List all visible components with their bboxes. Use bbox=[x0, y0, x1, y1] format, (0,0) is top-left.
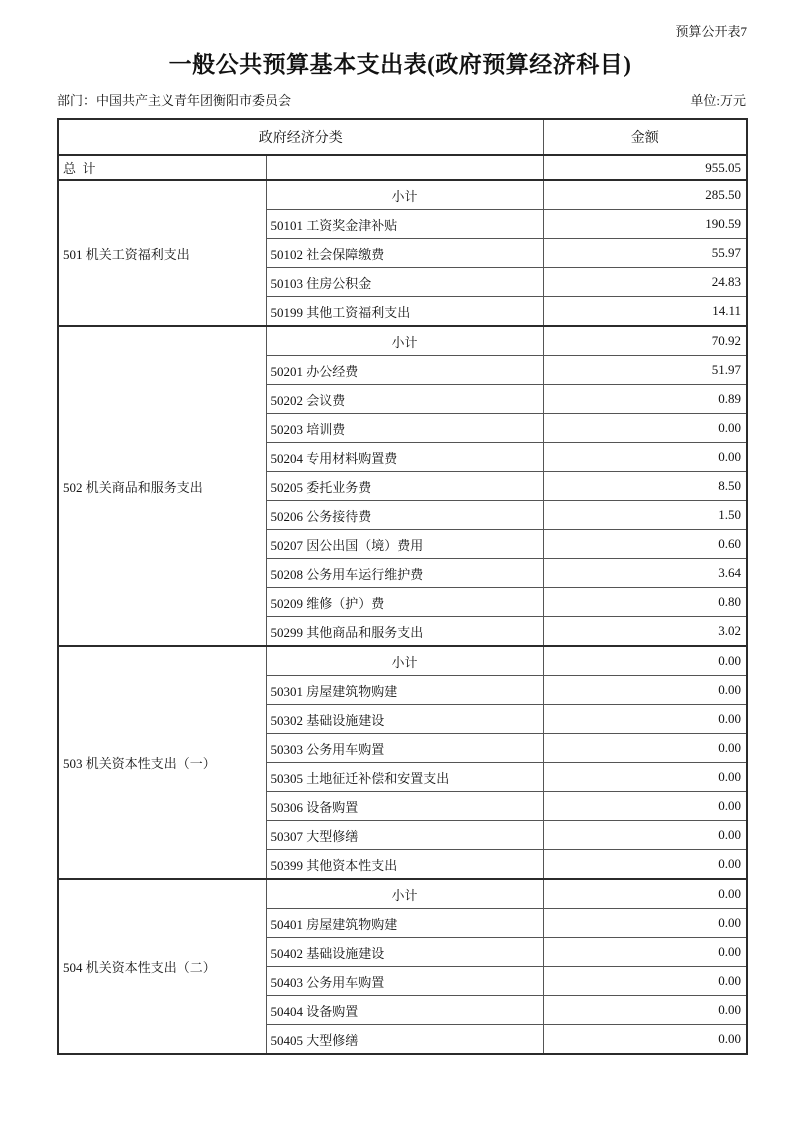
amount-cell: 0.80 bbox=[543, 588, 747, 617]
detail-label-cell: 50299 其他商品和服务支出 bbox=[266, 617, 543, 647]
total-empty-cell bbox=[266, 155, 543, 180]
subtotal-label-cell: 小计 bbox=[266, 180, 543, 210]
amount-cell: 3.02 bbox=[543, 617, 747, 647]
table-row bbox=[58, 180, 747, 210]
detail-label-cell: 50403 公务用车购置 bbox=[266, 967, 543, 996]
detail-label-cell: 50206 公务接待费 bbox=[266, 501, 543, 530]
table-row bbox=[58, 326, 747, 356]
amount-cell: 0.60 bbox=[543, 530, 747, 559]
detail-label-cell: 50205 委托业务费 bbox=[266, 472, 543, 501]
amount-cell: 0.00 bbox=[543, 763, 747, 792]
subtotal-label-cell: 小计 bbox=[266, 326, 543, 356]
unit-label: 单位:万元 bbox=[690, 93, 746, 108]
amount-cell: 55.97 bbox=[543, 239, 747, 268]
detail-label-cell: 50203 培训费 bbox=[266, 414, 543, 443]
detail-label-cell: 50209 维修（护）费 bbox=[266, 588, 543, 617]
detail-label-cell: 50405 大型修缮 bbox=[266, 1025, 543, 1055]
amount-cell: 8.50 bbox=[543, 472, 747, 501]
amount-cell: 0.00 bbox=[543, 792, 747, 821]
table-row bbox=[58, 879, 747, 909]
header-category: 政府经济分类 bbox=[58, 119, 543, 155]
amount-cell: 0.00 bbox=[543, 850, 747, 880]
detail-label-cell: 50202 会议费 bbox=[266, 385, 543, 414]
page-title: 一般公共预算基本支出表(政府预算经济科目) bbox=[168, 52, 632, 77]
amount-cell: 190.59 bbox=[543, 210, 747, 239]
subtotal-label-cell: 小计 bbox=[266, 646, 543, 676]
budget-table bbox=[57, 118, 748, 1055]
amount-cell: 70.92 bbox=[543, 326, 747, 356]
amount-cell: 0.00 bbox=[543, 676, 747, 705]
amount-cell: 51.97 bbox=[543, 356, 747, 385]
subtotal-label-cell: 小计 bbox=[266, 879, 543, 909]
detail-label-cell: 50307 大型修缮 bbox=[266, 821, 543, 850]
amount-cell: 0.00 bbox=[543, 414, 747, 443]
amount-cell: 0.00 bbox=[543, 646, 747, 676]
amount-cell: 0.00 bbox=[543, 996, 747, 1025]
total-label-cell: 总 计 bbox=[58, 155, 266, 180]
detail-label-cell: 50101 工资奖金津补贴 bbox=[266, 210, 543, 239]
amount-cell: 0.00 bbox=[543, 821, 747, 850]
detail-label-cell: 50204 专用材料购置费 bbox=[266, 443, 543, 472]
detail-label-cell: 50306 设备购置 bbox=[266, 792, 543, 821]
group-cell: 504 机关资本性支出（二） bbox=[58, 879, 266, 1054]
amount-cell: 14.11 bbox=[543, 297, 747, 327]
detail-label-cell: 50207 因公出国（境）费用 bbox=[266, 530, 543, 559]
amount-cell: 0.00 bbox=[543, 879, 747, 909]
detail-label-cell: 50103 住房公积金 bbox=[266, 268, 543, 297]
detail-label-cell: 50199 其他工资福利支出 bbox=[266, 297, 543, 327]
detail-label-cell: 50401 房屋建筑物购建 bbox=[266, 909, 543, 938]
detail-label-cell: 50399 其他资本性支出 bbox=[266, 850, 543, 880]
amount-cell: 0.00 bbox=[543, 734, 747, 763]
amount-cell: 0.00 bbox=[543, 938, 747, 967]
department-label: 部门：中国共产主义青年团衡阳市委员会 bbox=[57, 93, 292, 108]
group-cell: 503 机关资本性支出（一） bbox=[58, 646, 266, 879]
table-header-row bbox=[58, 119, 747, 155]
detail-label-cell: 50402 基础设施建设 bbox=[266, 938, 543, 967]
amount-cell: 0.89 bbox=[543, 385, 747, 414]
detail-label-cell: 50102 社会保障缴费 bbox=[266, 239, 543, 268]
table-row bbox=[58, 646, 747, 676]
amount-cell: 1.50 bbox=[543, 501, 747, 530]
amount-cell: 285.50 bbox=[543, 180, 747, 210]
detail-label-cell: 50201 办公经费 bbox=[266, 356, 543, 385]
detail-label-cell: 50208 公务用车运行维护费 bbox=[266, 559, 543, 588]
detail-label-cell: 50301 房屋建筑物购建 bbox=[266, 676, 543, 705]
detail-label-cell: 50404 设备购置 bbox=[266, 996, 543, 1025]
detail-label-cell: 50303 公务用车购置 bbox=[266, 734, 543, 763]
amount-cell: 0.00 bbox=[543, 1025, 747, 1055]
amount-cell: 0.00 bbox=[543, 443, 747, 472]
total-amount-cell: 955.05 bbox=[543, 155, 747, 180]
amount-cell: 3.64 bbox=[543, 559, 747, 588]
amount-cell: 0.00 bbox=[543, 705, 747, 734]
meta-row bbox=[57, 90, 746, 109]
group-cell: 501 机关工资福利支出 bbox=[58, 180, 266, 326]
amount-cell: 0.00 bbox=[543, 967, 747, 996]
amount-cell: 0.00 bbox=[543, 909, 747, 938]
group-cell: 502 机关商品和服务支出 bbox=[58, 326, 266, 646]
detail-label-cell: 50305 土地征迁补偿和安置支出 bbox=[266, 763, 543, 792]
detail-label-cell: 50302 基础设施建设 bbox=[266, 705, 543, 734]
total-row bbox=[58, 155, 747, 180]
doc-sheet-label: 预算公开表7 bbox=[675, 24, 747, 39]
amount-cell: 24.83 bbox=[543, 268, 747, 297]
header-amount: 金额 bbox=[543, 119, 747, 155]
